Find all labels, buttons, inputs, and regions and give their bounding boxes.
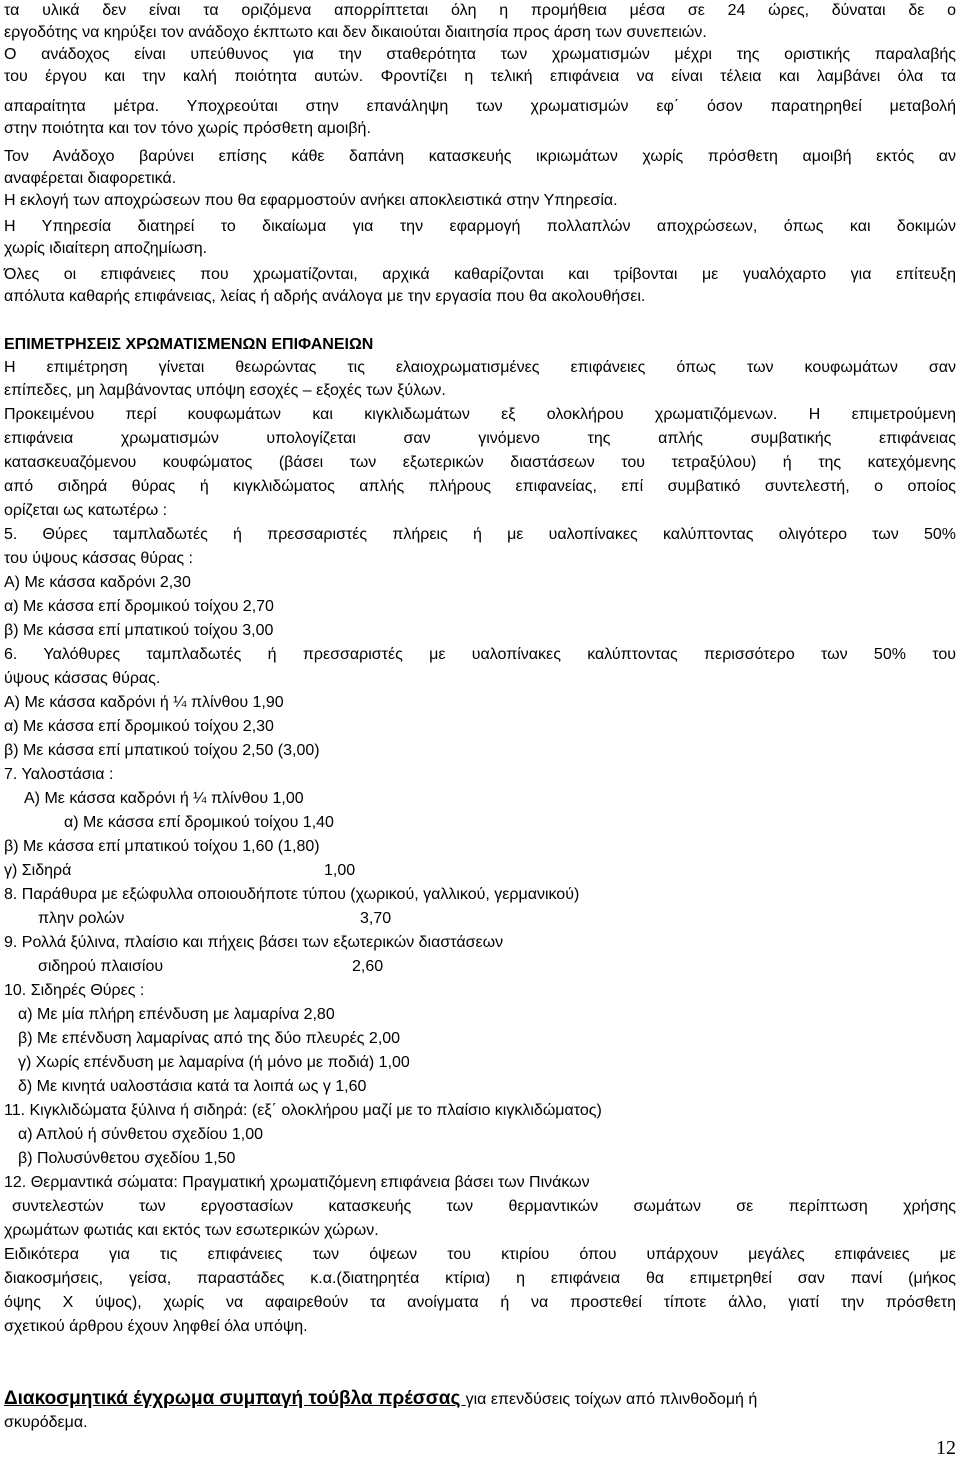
list-item: β) Με κάσσα επί μπατικού τοίχου 3,00 (4, 622, 274, 639)
list-item-value: 3,70 (360, 910, 392, 927)
text-line: διακοσμήσεις, γείσα, παραστάδες κ.α.(διατηρητέα κτίρια) η επιφάνεια θα επιμετρηθεί σαν πανί (μήκος (4, 1270, 956, 1287)
list-item: 11. Κιγκλιδώματα ξύλινα ή σιδηρά: (εξ΄ ολοκλήρου μαζί με το πλαίσιο κιγκλιδώματος) (4, 1102, 602, 1119)
text-line: Τον Ανάδοχο βαρύνει επίσης κάθε δαπάνη κατασκευής ικριωμάτων χωρίς πρόσθετη αμοιβή εκτός αν (4, 148, 956, 165)
text-line: επιφάνεια χρωματισμών υπολογίζεται σαν γινόμενο της απλής συμβατικής επιφάνειας (4, 430, 956, 447)
page-number: 12 (936, 1437, 956, 1459)
text-line: Η εκλογή των αποχρώσεων που θα εφαρμοστούν ανήκει αποκλειστικά στην Υπηρεσία. (4, 192, 618, 209)
list-item: Α) Με κάσσα καδρόνι ή ¼ πλίνθου 1,00 (24, 790, 304, 807)
list-item: α) Με κάσσα επί δρομικού τοίχου 2,30 (4, 718, 274, 735)
text-line: συντελεστών των εργοστασίων κατασκευής των θερμαντικών σωμάτων σε περίπτωση χρήσης (12, 1198, 956, 1215)
text-line: Προκειμένου περί κουφωμάτων και κιγκλιδωμάτων εξ ολοκλήρου χρωματιζόμενων. Η επιμετρούμενη (4, 406, 956, 423)
text-line: Ο ανάδοχος είναι υπεύθυνος για την σταθερότητα των χρωματισμών μέχρι της οριστικής παραλαβής (4, 46, 956, 63)
text-line: αναφέρεται διαφορετικά. (4, 170, 177, 187)
text-line: χρωμάτων φωτιάς και εκτός των εσωτερικών χώρων. (4, 1222, 379, 1239)
text-line: εργοδότης να κηρύξει τον ανάδοχο έκπτωτο και δεν δικαιούται διαιτησία προς άρση των συνεπειών. (4, 24, 707, 41)
text-line: τα υλικά δεν είναι τα οριζόμενα απορρίπτεται όλη η προμήθεια μέσα σε 24 ώρες, δύναται δε ο (4, 2, 956, 19)
list-item: β) Με κάσσα επί μπατικού τοίχου 1,60 (1,80) (4, 838, 320, 855)
text-line: του ύψους κάσσας θύρας : (4, 550, 193, 567)
text-line: χωρίς ιδιαίτερη αποζημίωση. (4, 240, 208, 257)
list-item: β) Πολυσύνθετου σχεδίου 1,50 (18, 1150, 236, 1167)
text-line: σκυρόδεμα. (4, 1414, 88, 1431)
text-line: Η Υπηρεσία διατηρεί το δικαίωμα για την εφαρμογή πολλαπλών αποχρώσεων, όπως και δοκιμών (4, 218, 956, 235)
list-item: β) Με κάσσα επί μπατικού τοίχου 2,50 (3,00) (4, 742, 320, 759)
list-item: 12. Θερμαντικά σώματα: Πραγματική χρωματιζόμενη επιφάνεια βάσει των Πινάκων (4, 1174, 590, 1191)
list-item: σιδηρού πλαισίου (38, 958, 164, 975)
list-item: 10. Σιδηρές Θύρες : (4, 982, 145, 999)
list-item: δ) Με κινητά υαλοστάσια κατά τα λοιπά ως γ 1,60 (18, 1078, 367, 1095)
subsection-heading: Διακοσμητικά έγχρωμα συμπαγή τούβλα πρέσσας (4, 1388, 466, 1409)
text-line: Όλες οι επιφάνειες που χρωματίζονται, αρχικά καθαρίζονται και τρίβονται με γυαλόχαρτο για επίτευξη (4, 266, 956, 283)
list-item: 8. Παράθυρα με εξώφυλλα οποιουδήποτε τύπου (χωρικού, γαλλικού, γερμανικού) (4, 886, 580, 903)
text-line: για επενδύσεις τοίχων από πλινθοδομή ή (465, 1391, 758, 1408)
text-line: ορίζεται ως κατωτέρω : (4, 502, 168, 519)
list-item: Α) Με κάσσα καδρόνι 2,30 (4, 574, 191, 591)
list-item: πλην ρολών (38, 910, 125, 927)
list-item: 6. Υαλόθυρες ταμπλαδωτές ή πρεσσαριστές με υαλοπίνακες καλύπτοντας περισσότερο των 50% του (4, 646, 956, 663)
section-heading: ΕΠΙΜΕΤΡΗΣΕΙΣ ΧΡΩΜΑΤΙΣΜΕΝΩΝ ΕΠΙΦΑΝΕΙΩΝ (4, 336, 374, 353)
list-item: 7. Υαλοστάσια : (4, 766, 114, 783)
text-line: στην ποιότητα και τον τόνο χωρίς πρόσθετη αμοιβή. (4, 120, 371, 137)
text-line: όψης Χ ύψος), χωρίς να αφαιρεθούν τα ανοίγματα ή να προστεθεί τίποτε άλλο, γιατί την πρόσθετη (4, 1294, 956, 1311)
list-item: Α) Με κάσσα καδρόνι ή ¼ πλίνθου 1,90 (4, 694, 284, 711)
list-item: γ) Χωρίς επένδυση με λαμαρίνα (ή μόνο με ποδιά) 1,00 (18, 1054, 410, 1071)
text-line: κατασκευαζόμενου κουφώματος (βάσει των εξωτερικών διαστάσεων του τετραξύλου) ή της κατεχόμενης (4, 454, 956, 471)
text-line: του έργου και την καλή ποιότητα αυτών. Φροντίζει η τελική επιφάνεια να είναι τέλεια και λαμβάνει όλα τα (4, 68, 956, 85)
list-item: α) Με κάσσα επί δρομικού τοίχου 2,70 (4, 598, 274, 615)
list-item: α) Απλού ή σύνθετου σχεδίου 1,00 (18, 1126, 263, 1143)
list-item: 9. Ρολλά ξύλινα, πλαίσιο και πήχεις βάσει των εξωτερικών διαστάσεων (4, 934, 504, 951)
text-line: σχετικού άρθρου έχουν ληφθεί όλα υπόψη. (4, 1318, 308, 1335)
list-item: γ) Σιδηρά (4, 862, 72, 879)
list-item: 5. Θύρες ταμπλαδωτές ή πρεσσαριστές πλήρεις ή με υαλοπίνακες καλύπτοντας ολιγότερο των 50% (4, 526, 956, 543)
text-line: Η επιμέτρηση γίνεται θεωρώντας τις ελαιοχρωματισμένες επιφάνειες όπως των κουφωμάτων σαν (4, 359, 956, 376)
list-item: β) Με επένδυση λαμαρίνας από της δύο πλευρές 2,00 (18, 1030, 401, 1047)
list-item-value: 1,00 (324, 862, 356, 879)
text-line: επίπεδες, μη λαμβάνοντας υπόψη εσοχές – εξοχές των ξύλων. (4, 382, 446, 399)
list-item: α) Με κάσσα επί δρομικού τοίχου 1,40 (64, 814, 334, 831)
list-item-value: 2,60 (352, 958, 384, 975)
text-line: απόλυτα καθαρής επιφάνειας, λείας ή αδρής ανάλογα με την εργασία που θα ακολουθήσει. (4, 288, 646, 305)
text-line: Ειδικότερα για τις επιφάνειες των όψεων του κτιρίου όπου υπάρχουν μεγάλες επιφάνειες με (4, 1246, 956, 1263)
text-line: ύψους κάσσας θύρας. (4, 670, 161, 687)
section-heading-line (4, 1388, 757, 1411)
list-item: α) Με μία πλήρη επένδυση με λαμαρίνα 2,80 (18, 1006, 335, 1023)
text-line: από σιδηρά θύρας ή κιγκλιδώματος απλής πλήρους επιφανείας, επί συμβατικό συντελεστή, ο οποίος (4, 478, 956, 495)
text-line: απαραίτητα μέτρα. Υποχρεούται στην επανάληψη των χρωματισμών εφ΄ όσον παρατηρηθεί μεταβολή (4, 98, 956, 115)
